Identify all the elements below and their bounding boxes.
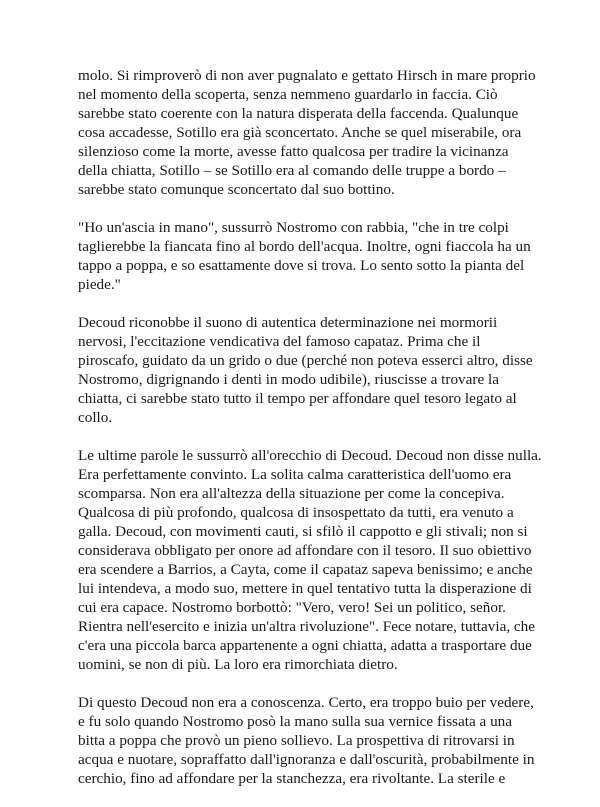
text-line: Di questo Decoud non era a conoscenza. Certo, era troppo buio per vedere, xyxy=(78,694,534,711)
text-line: Nostromo, digrignando i denti in modo udibile), riuscisse a trovare la xyxy=(78,371,499,388)
text-line: Rientra nell'esercito e inizia un'altra rivoluzione". Fece notare, tuttavia, che xyxy=(78,618,535,635)
text-line: piroscafo, guidato da un grido o due (perché non poteva esserci altro, disse xyxy=(78,352,533,369)
text-line: c'era una piccola barca appartenente a ogni chiatta, adatta a trasportare due xyxy=(78,637,532,654)
text-line: tappo a poppa, e so esattamente dove si trova. Lo sento sotto la pianta del xyxy=(78,257,525,274)
text-line: sarebbe stato comunque sconcertato dal suo bottino. xyxy=(78,181,395,198)
text-line: della chiatta, Sotillo – se Sotillo era al comando delle truppe a bordo – xyxy=(78,162,506,179)
paragraph-2 xyxy=(78,218,544,294)
text-line: silenzioso come la morte, avesse fatto qualcosa per tradire la vicinanza xyxy=(78,143,509,160)
document-page xyxy=(78,66,544,807)
text-line: piede." xyxy=(78,276,121,293)
text-line: cerchio, fino ad affondare per la stanchezza, era rivoltante. La sterile e xyxy=(78,770,506,787)
text-line: era scendere a Barrios, a Cayta, come il capataz sapeva benissimo; e anche xyxy=(78,561,533,578)
text-line: chiatta, ci sarebbe stato tutto il tempo per affondare quel tesoro legato al xyxy=(78,390,517,407)
text-line: lui intendeva, a modo suo, mettere in quel tentativo tutta la disperazione di xyxy=(78,580,532,597)
text-line: Qualcosa di più profondo, qualcosa di insospettato da tutti, era venuto a xyxy=(78,504,514,521)
text-line: scomparsa. Non era all'altezza della situazione per come la concepiva. xyxy=(78,485,505,502)
text-line: Le ultime parole le sussurrò all'orecchio di Decoud. Decoud non disse nulla. xyxy=(78,447,542,464)
text-line: collo. xyxy=(78,409,113,426)
text-line: bitta a poppa che provò un pieno sollievo. La prospettiva di ritrovarsi in xyxy=(78,732,515,749)
text-line: considerava obbligato per onore ad affondare con il tesoro. Il suo obiettivo xyxy=(78,542,532,559)
text-line: galla. Decoud, con movimenti cauti, si sfilò il cappotto e gli stivali; non si xyxy=(78,523,528,540)
text-line: acqua e nuotare, sopraffatto dall'ignoranza e dall'oscurità, probabilmente in xyxy=(78,751,535,768)
text-line: uomini, se non di più. La loro era rimorchiata dietro. xyxy=(78,656,398,673)
text-line: taglierebbe la fiancata fino al bordo dell'acqua. Inoltre, ogni fiaccola ha un xyxy=(78,238,531,255)
text-line: "Ho un'ascia in mano", sussurrò Nostromo con rabbia, "che in tre colpi xyxy=(78,219,509,236)
text-line: sarebbe stato coerente con la natura disperata della faccenda. Qualunque xyxy=(78,105,519,122)
text-line: molo. Si rimproverò di non aver pugnalato e gettato Hirsch in mare proprio xyxy=(78,67,536,84)
paragraph-3 xyxy=(78,313,544,427)
text-line: Decoud riconobbe il suono di autentica determinazione nei mormorii xyxy=(78,314,498,331)
paragraph-5 xyxy=(78,693,544,788)
text-line: nel momento della scoperta, senza nemmeno guardarlo in faccia. Ciò xyxy=(78,86,498,103)
text-line: cosa accadesse, Sotillo era già sconcertato. Anche se quel miserabile, ora xyxy=(78,124,522,141)
text-line: nervosi, l'eccitazione vendicativa del famoso capataz. Prima che il xyxy=(78,333,481,350)
text-line: Era perfettamente convinto. La solita calma caratteristica dell'uomo era xyxy=(78,466,512,483)
text-line: e fu solo quando Nostromo posò la mano sulla sua vernice fissata a una xyxy=(78,713,513,730)
paragraph-1 xyxy=(78,66,544,199)
text-line: cui era capace. Nostromo borbottò: "Vero, vero! Sei un politico, señor. xyxy=(78,599,506,616)
paragraph-4 xyxy=(78,446,544,674)
